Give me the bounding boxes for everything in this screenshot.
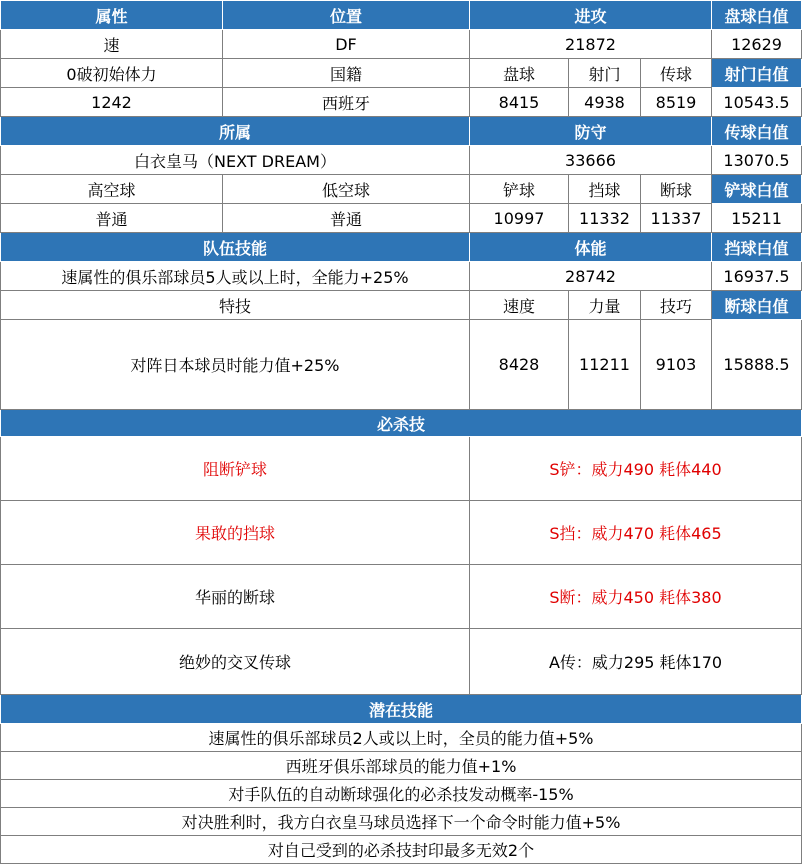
special-move-detail: S挡：威力470 耗体465 (470, 501, 802, 565)
dribble-value: 8415 (470, 88, 569, 117)
latent-skills-header: 潜在技能 (1, 695, 802, 724)
intercept-white-header: 断球白值 (712, 291, 802, 320)
dribble-white-header: 盘球白值 (712, 1, 802, 30)
attack-header: 进攻 (470, 1, 712, 30)
tackle-white-value: 15211 (712, 204, 802, 233)
base-stamina-label: 0破初始体力 (1, 59, 223, 88)
power-label: 力量 (569, 291, 641, 320)
tackle-label: 铲球 (470, 175, 569, 204)
block-white-header: 挡球白值 (712, 233, 802, 262)
intercept-white-value: 15888.5 (712, 320, 802, 410)
latent-skill-item: 速属性的俱乐部球员2人或以上时，全员的能力值+5% (1, 724, 802, 752)
special-move-name: 华丽的断球 (1, 565, 470, 629)
shoot-label: 射门 (569, 59, 641, 88)
special-move-name: 阻断铲球 (1, 437, 470, 501)
defense-total: 33666 (470, 146, 712, 175)
pass-value: 8519 (641, 88, 712, 117)
block-label: 挡球 (569, 175, 641, 204)
dribble-white-value: 12629 (712, 30, 802, 59)
intercept-label: 断球 (641, 175, 712, 204)
position-value: DF (223, 30, 470, 59)
nationality-value: 西班牙 (223, 88, 470, 117)
low-ball-value: 普通 (223, 204, 470, 233)
attribute-value: 速 (1, 30, 223, 59)
special-move-detail: S铲：威力490 耗体440 (470, 437, 802, 501)
high-ball-label: 高空球 (1, 175, 223, 204)
special-move-name: 绝妙的交叉传球 (1, 629, 470, 695)
shoot-white-value: 10543.5 (712, 88, 802, 117)
special-moves-header: 必杀技 (1, 410, 802, 437)
tackle-white-header: 铲球白值 (712, 175, 802, 204)
attribute-header: 属性 (1, 1, 223, 30)
dribble-label: 盘球 (470, 59, 569, 88)
technique-label: 技巧 (641, 291, 712, 320)
intercept-value: 11337 (641, 204, 712, 233)
block-value: 11332 (569, 204, 641, 233)
latent-skill-item: 对决胜利时，我方白衣皇马球员选择下一个命令时能力值+5% (1, 808, 802, 836)
nationality-label: 国籍 (223, 59, 470, 88)
pass-label: 传球 (641, 59, 712, 88)
team-skill-text: 速属性的俱乐部球员5人或以上时，全能力+25% (1, 262, 470, 291)
power-value: 11211 (569, 320, 641, 410)
tackle-value: 10997 (470, 204, 569, 233)
stamina-header: 体能 (470, 233, 712, 262)
latent-skill-item: 对手队伍的自动断球强化的必杀技发动概率-15% (1, 780, 802, 808)
special-move-detail: A传：威力295 耗体170 (470, 629, 802, 695)
defense-header: 防守 (470, 117, 712, 146)
latent-skill-item: 对自己受到的必杀技封印最多无效2个 (1, 836, 802, 864)
special-move-name: 果敢的挡球 (1, 501, 470, 565)
special-move-detail: S断：威力450 耗体380 (470, 565, 802, 629)
base-stamina-value: 1242 (1, 88, 223, 117)
stamina-total: 28742 (470, 262, 712, 291)
pass-white-header: 传球白值 (712, 117, 802, 146)
pass-white-value: 13070.5 (712, 146, 802, 175)
special-trait-label: 特技 (1, 291, 470, 320)
latent-skill-item: 西班牙俱乐部球员的能力值+1% (1, 752, 802, 780)
affiliation-header: 所属 (1, 117, 470, 146)
position-header: 位置 (223, 1, 470, 30)
shoot-value: 4938 (569, 88, 641, 117)
low-ball-label: 低空球 (223, 175, 470, 204)
high-ball-value: 普通 (1, 204, 223, 233)
speed-label: 速度 (470, 291, 569, 320)
attack-total: 21872 (470, 30, 712, 59)
block-white-value: 16937.5 (712, 262, 802, 291)
team-skill-header: 队伍技能 (1, 233, 470, 262)
speed-value: 8428 (470, 320, 569, 410)
special-trait-text: 对阵日本球员时能力值+25% (1, 320, 470, 410)
shoot-white-header: 射门白值 (712, 59, 802, 88)
affiliation-value: 白衣皇马（NEXT DREAM） (1, 146, 470, 175)
technique-value: 9103 (641, 320, 712, 410)
